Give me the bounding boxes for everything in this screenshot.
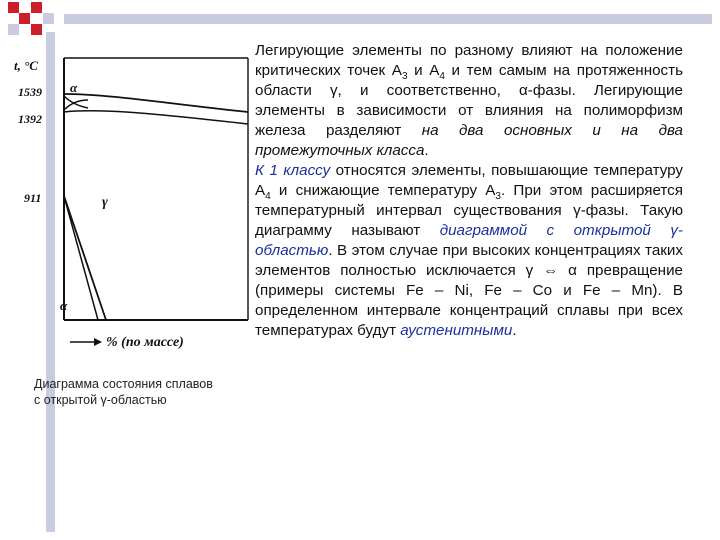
- a3-line-2: [64, 196, 98, 320]
- p1-end: .: [424, 142, 429, 159]
- solidus-line: [64, 111, 248, 124]
- a3-line-1: [64, 196, 106, 320]
- sub-4b: 4: [265, 191, 271, 203]
- tick-1539: 1539: [18, 85, 42, 99]
- sub-3: 3: [401, 71, 408, 83]
- p2-text-d: . В этом случае при высоких концентрациях таких элементов полностью исключается γ ⇔ α превращение (примеры системы Fe – Ni, Fe – Co и Fe – Mn). В определенном интервале концентраций сплавы при всех температурах будут: [255, 242, 683, 339]
- top-accent-bar: [64, 14, 712, 24]
- body-text: [255, 41, 683, 341]
- gamma-label: γ: [102, 195, 108, 210]
- p1-text: Легирующие элементы по разному влияют на положение критических точек А: [255, 42, 683, 79]
- gray-square: [43, 13, 54, 24]
- liquidus-line: [64, 94, 248, 112]
- tick-911: 911: [24, 191, 42, 205]
- red-square: [31, 24, 42, 35]
- p1-emphasis: на два основных и на два промежуточных класса: [255, 122, 684, 159]
- p1-text-c: и тем самым на протяженность области γ, и соответственно, α-фазы. Легирующие элементы в зависимости от влияния на полиморфизм железа разделяют: [255, 62, 683, 139]
- caption-line-2: с открытой γ-областью: [34, 393, 167, 407]
- p1-text-b: и А: [407, 62, 440, 79]
- p2-text-b: и снижающие температуру А: [270, 182, 496, 199]
- red-square: [31, 2, 42, 13]
- sub-4: 4: [439, 71, 445, 83]
- x-axis-label: % (по массе): [106, 335, 184, 350]
- p2-text-c: . При этом расширяется температурный интервал существования γ-фазы. Такую диаграмму называют: [255, 182, 684, 239]
- red-square: [19, 13, 30, 24]
- p2-end: .: [512, 322, 517, 339]
- austenitic-term: аустенитными: [400, 322, 513, 339]
- alpha-top-label: α: [70, 80, 78, 95]
- phase-diagram: [10, 50, 250, 370]
- red-square: [8, 2, 19, 13]
- y-axis-label: t, °C: [14, 58, 38, 73]
- caption-line-1: Диаграмма состояния сплавов: [34, 377, 213, 391]
- alpha-bottom-label: α: [60, 298, 68, 313]
- gray-square: [8, 24, 19, 35]
- open-gamma-term: диаграммой с открытой γ-областью: [255, 222, 683, 259]
- class-1-label: К 1 классу: [255, 162, 331, 179]
- p2-text: относятся элементы, повышающие температуру А: [255, 162, 683, 199]
- tick-1392: 1392: [18, 112, 42, 126]
- x-arrow-head: [94, 338, 102, 346]
- sub-3b: 3: [495, 191, 501, 203]
- diagram-caption: [34, 376, 254, 408]
